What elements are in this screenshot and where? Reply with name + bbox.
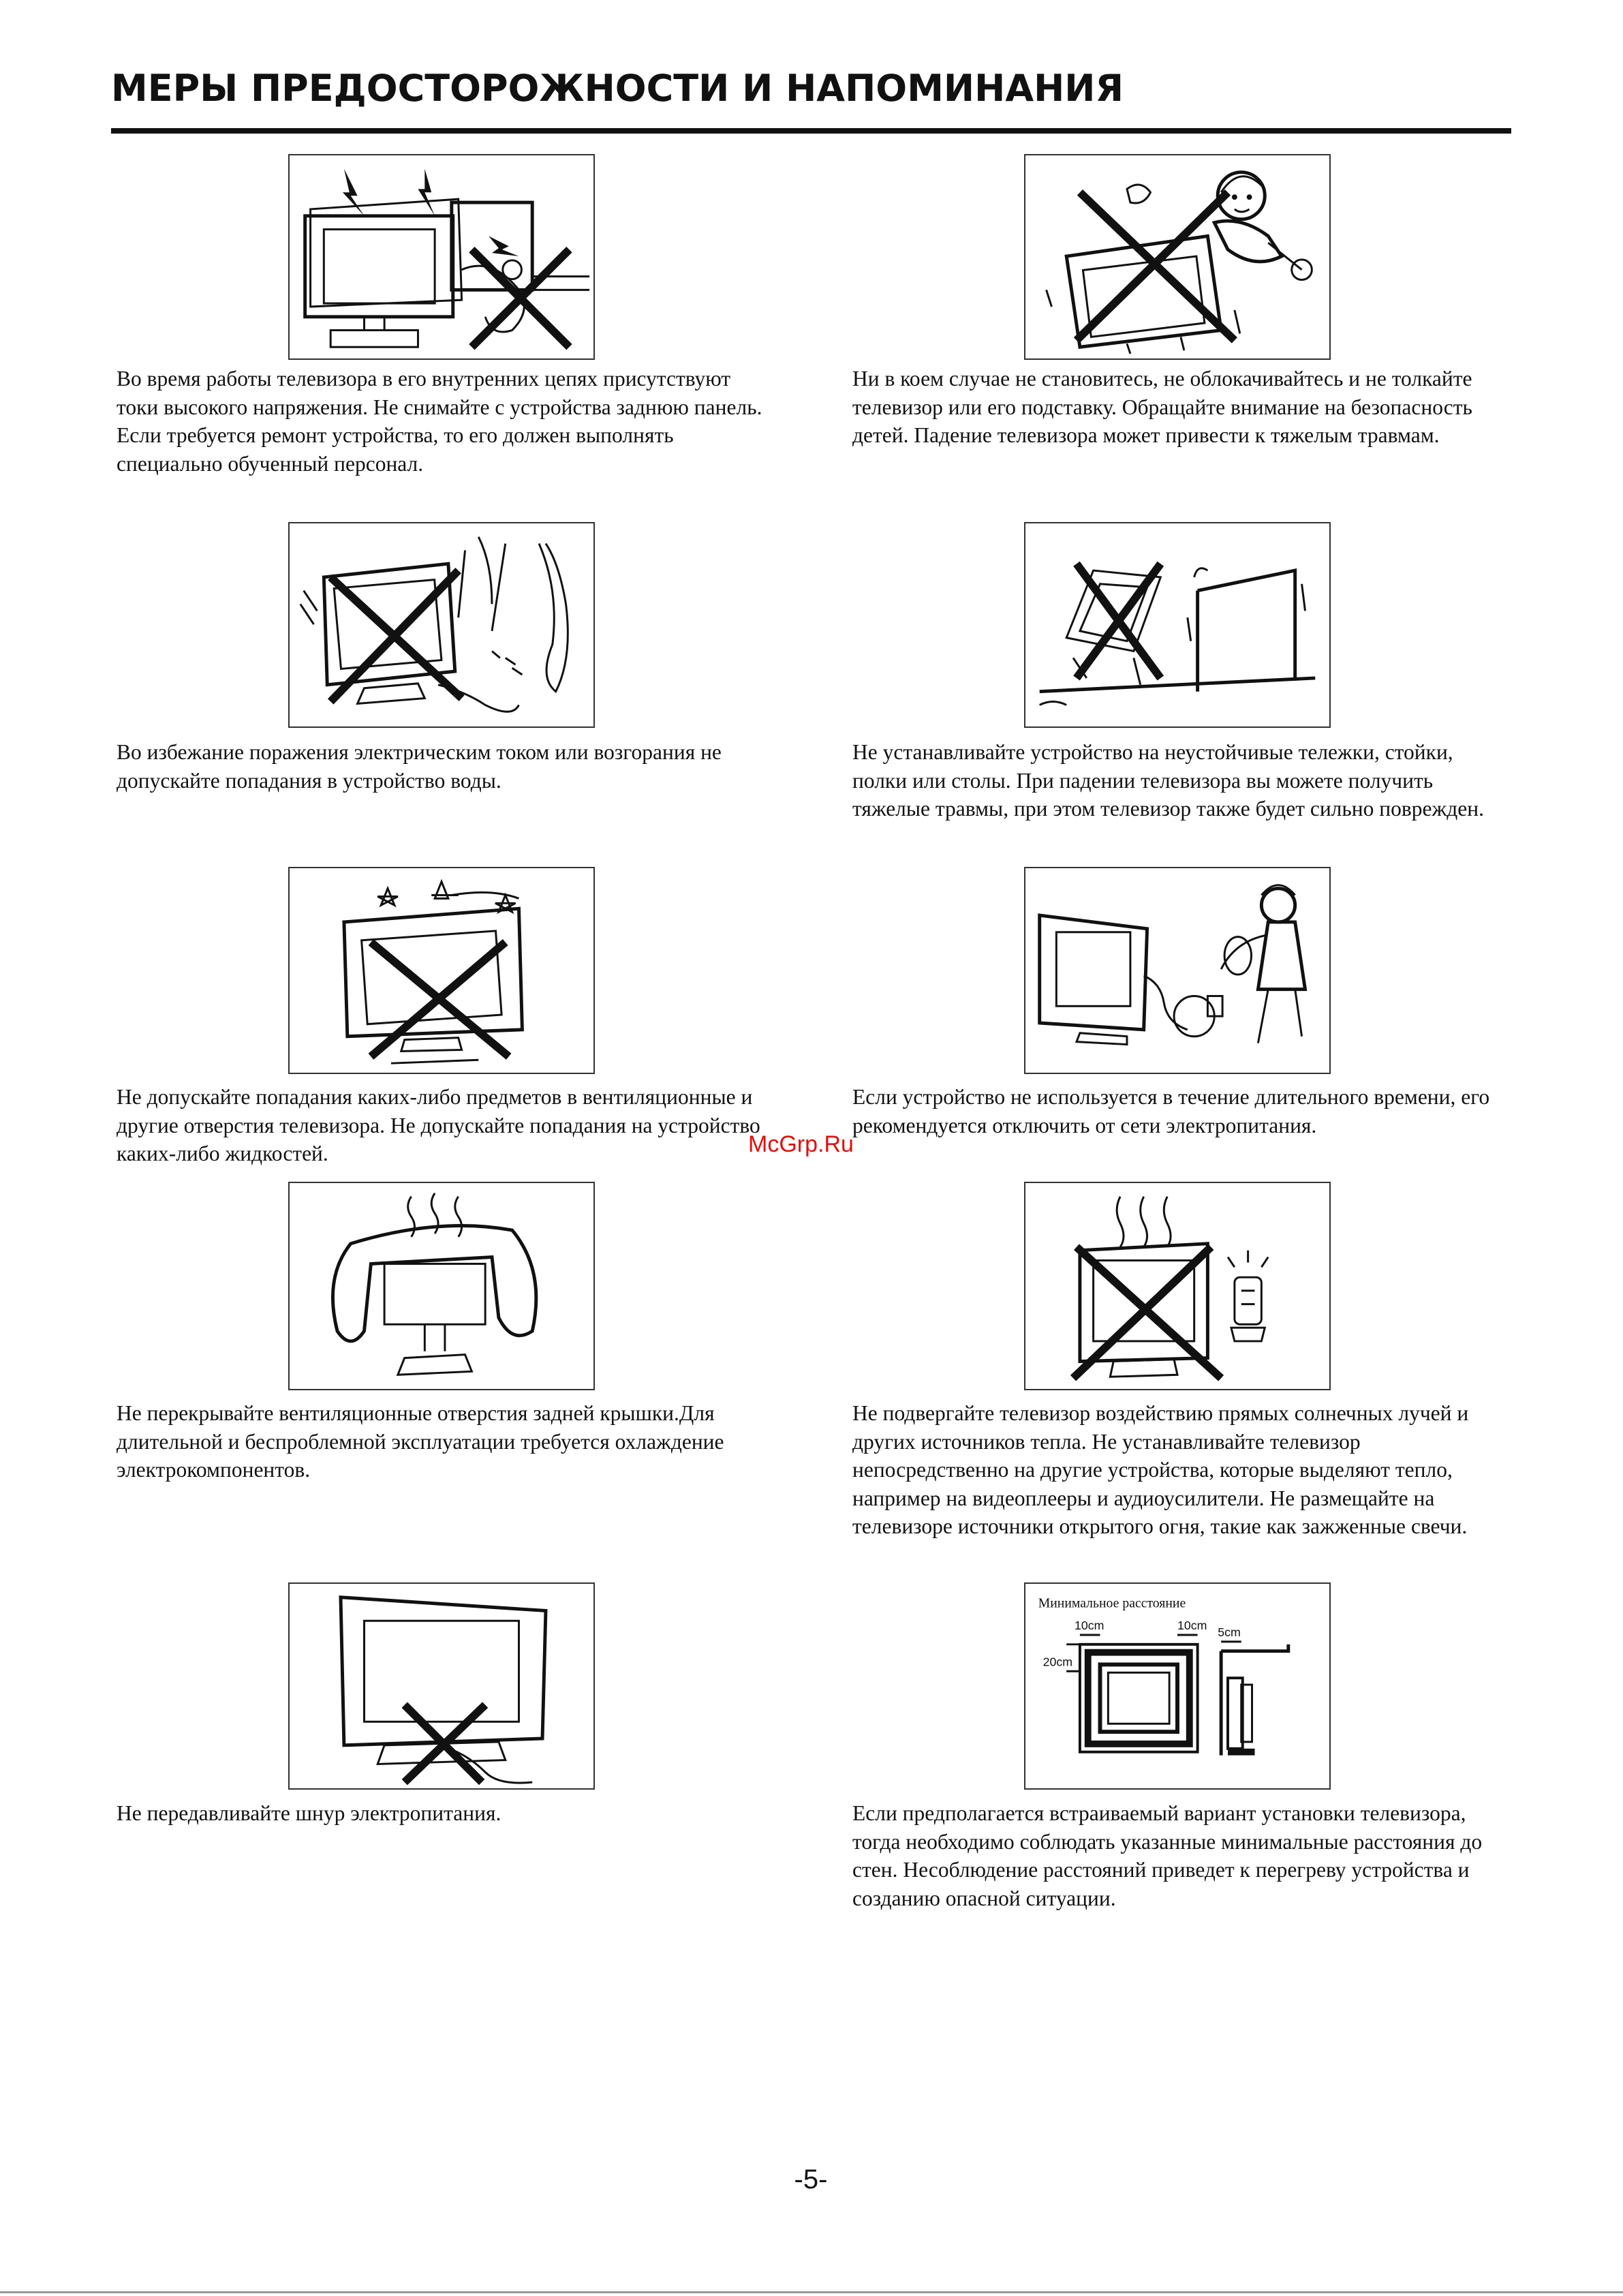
figure-ventilation-cover [288, 1182, 595, 1390]
figure-child-pushing [1024, 154, 1331, 360]
caption-clearance: Если предполагается встраиваемый вариант установки телевизора, тогда необходимо соблюдать указанные минимальные расстояния до стен. Несоблюдение расстояний приведет к перегреву устройства и созданию опасной ситуации. [852, 1801, 1483, 1910]
caption-unstable-stand: Не устанавливайте устройство на неустойчивые тележки, стойки, полки или столы. При падении телевизора вы можете получить тяжелые травмы, при этом телевизор также будет сильно поврежден. [852, 740, 1484, 821]
figure-objects-openings [288, 867, 595, 1074]
figure-heat-sources [1024, 1182, 1331, 1390]
figure-unplug [1024, 867, 1331, 1074]
page-number: -5- [794, 2164, 828, 2194]
caption-child-pushing: Ни в коем случае не становитесь, не облокачивайтесь и не толкайте телевизор или его подставку. Обращайте внимание на безопасность детей. Падение телевизора может привести к тяжелым травмам. [852, 367, 1472, 447]
page-title: МЕРЫ ПРЕДОСТОРОЖНОСТИ И НАПОМИНАНИЯ [111, 67, 1124, 110]
clearance-title: Минимальное расстояние [1038, 1595, 1186, 1611]
caption-objects-openings: Не допускайте попадания каких-либо предметов в вентиляционные и другие отверстия телевизора. Не допускайте попадания на устройство каких-либо жидкостей. [117, 1085, 760, 1165]
figure-unstable-stand [1024, 522, 1331, 728]
caption-power-cord: Не передавливайте шнур электропитания. [117, 1801, 501, 1825]
caption-ventilation-cover: Не перекрывайте вентиляционные отверстия задней крышки.Для длительной и беспроблемной эксплуатации требуется охлаждение электрокомпонентов. [117, 1401, 724, 1482]
figure-water [288, 522, 595, 728]
figure-power-cord [288, 1582, 595, 1790]
caption-water: Во избежание поражения электрическим током или возгорания не допускайте попадания в устройство воды. [117, 740, 722, 793]
clearance-top-left: 10cm [1075, 1619, 1104, 1633]
clearance-side: 5cm [1218, 1625, 1241, 1639]
caption-heat-sources: Не подвергайте телевизор воздействию прямых солнечных лучей и других источников тепла. Не устанавливайте телевизор непосредственно на другие устройства, которые выделяют тепло, например на видеоплееры и аудиоусилители. Не размещайте на телевизоре источники открытого огня, такие как зажженные свечи. [852, 1401, 1469, 1538]
figure-high-voltage [288, 154, 595, 360]
caption-unplug: Если устройство не используется в течение длительного времени, его рекомендуется отключить от сети электропитания. [852, 1085, 1490, 1137]
watermark: McGrp.Ru [748, 1131, 854, 1157]
caption-high-voltage: Во время работы телевизора в его внутренних цепях присутствуют токи высокого напряжения. Не снимайте с устройства заднюю панель. Если требуется ремонт устройства, то его должен выполнять специально обученный персонал. [117, 367, 762, 476]
figure-clearance [1024, 1582, 1331, 1790]
title-rule [111, 128, 1511, 134]
bottom-edge-line [0, 2291, 1623, 2293]
clearance-left: 20cm [1042, 1655, 1073, 1669]
clearance-top-right: 10cm [1177, 1619, 1207, 1633]
